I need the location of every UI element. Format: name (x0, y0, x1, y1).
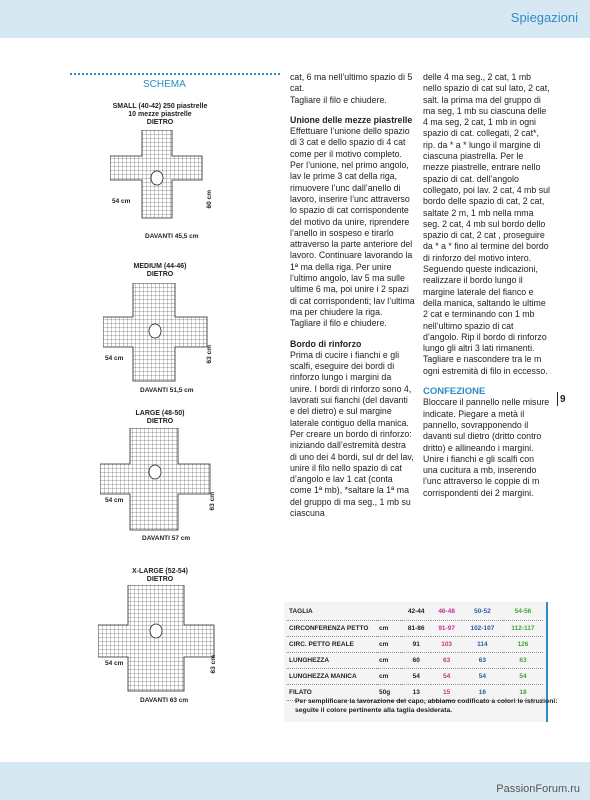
table-cell: 54 (462, 668, 503, 684)
diagram-medium-height: 63 cm (206, 345, 213, 364)
table-row-label: LUNGHEZZA (287, 652, 377, 668)
diagram-small-label: SMALL (40-42) 250 piastrelle 10 mezze piastrelle DIETRO (112, 103, 208, 126)
header-band (0, 0, 590, 38)
table-row-unit: cm (377, 620, 401, 636)
table-row-label: CIRCONFERENZA PETTO (287, 620, 377, 636)
diagram-medium-front: DAVANTI 51,5 cm (140, 387, 194, 394)
table-row-unit: 50g (377, 684, 401, 700)
table-cell: 102-107 (462, 620, 503, 636)
table-cell: 15 (431, 684, 461, 700)
table-cell: 50-52 (462, 604, 503, 620)
paragraph-continue: delle 4 ma seg., 2 cat, 1 mb nello spazio di cat sul lato, 2 cat, salt. la prima ma del gruppo di ma seg, 1 mb su ciascuna delle 4 ma seg, 2 cat, 1 mb in ogni spazio di cat. collegati, 2 cat*, rip. da * a * lungo il margine di ciascuna piastrella. Per le mezze piastrelle, entrare nello spazio di cat. dell’angolo collegato, poi lav. 2 cat, 4 mb sul bordo delle spazio di cat, 2 cat, saltate 2 m, 1 mb nella mma seg. 2 cat, 4 mb sul bordo dello spazio di cat, 2 cat , proseguire da * a * fino al termine del bordo di rinforzo del motivo intero. Seguendo queste indicazioni, realizzare il bordo lungo il margine laterale del fianco e della manica, saltando le ultime 2 cat e terminando con 1 mb nell’ultimo spazio di cat d’angolo. Rip il bordo di rinforzo lungo gli altri 3 lati rimanenti. Tagliare e nascondere tra le m ogni estremità di filo in eccesso. (423, 72, 550, 376)
diagram-large-label: LARGE (48-50) DIETRO (135, 410, 185, 425)
section-title: Spiegazioni (510, 10, 578, 25)
size-table (287, 604, 543, 701)
table-cell: 112-117 (503, 620, 543, 636)
table-cell: 54 (431, 668, 461, 684)
page-number-bar (557, 392, 558, 406)
table-row-label: LUNGHEZZA MANICA (287, 668, 377, 684)
intro-text: cat, 6 ma nell’ultimo spazio di 5 cat. Tagliare il filo e chiudere. (290, 72, 413, 105)
watermark: PassionForum.ru (496, 783, 580, 795)
table-row-label: CIRC. PETTO REALE (287, 636, 377, 652)
table-cell: 91 (401, 636, 431, 652)
diagram-xlarge-width: 54 cm (105, 660, 124, 667)
diagram-xlarge-front: DAVANTI 63 cm (140, 697, 189, 704)
table-cell: 81-86 (401, 620, 431, 636)
table-cell: 54 (401, 668, 431, 684)
schema-divider (70, 73, 280, 75)
diagram-medium-label: MEDIUM (44-46) DIETRO (133, 263, 187, 278)
table-header-row (287, 604, 543, 620)
table-row-label: FILATO (287, 684, 377, 700)
table-cell: 13 (401, 684, 431, 700)
heading-bordo: Bordo di rinforzo (290, 338, 362, 349)
table-cell: 16 (462, 684, 503, 700)
table-cell: 103 (431, 636, 461, 652)
table-cell: 54 (503, 668, 543, 684)
table-cell: 60 (401, 652, 431, 668)
color-code-note: Per semplificare la lavorazione del capo, abbiamo codificato a colori le istruzioni: seguite il colore pertinente alla taglia desiderata. (295, 698, 558, 714)
diagram-medium (103, 283, 213, 383)
diagram-small-height: 60 cm (206, 190, 213, 209)
table-header-unit (377, 604, 401, 620)
text-column-2 (423, 72, 551, 499)
diagram-small-width: 54 cm (112, 198, 131, 205)
text-column-1 (290, 72, 415, 519)
schema-title: SCHEMA (143, 79, 186, 90)
paragraph-confezione: Bloccare il pannello nelle misure indicate. Piegare a metà il pannello, sovrapponendo il davanti sul dietro (dritto contro dritto) e allineando i margini. Unire i fianchi e gli scalfi con una cucitura a mb, inserendo l’unc attraverso le coppie di m corrispondenti dei 2 margini. (423, 397, 550, 498)
table-header-label: TAGLIA (287, 604, 377, 620)
table-cell: 18 (503, 684, 543, 700)
heading-confezione: CONFEZIONE (423, 386, 486, 398)
diagram-xlarge-height: 63 cm (210, 655, 217, 674)
table-row-unit: cm (377, 636, 401, 652)
diagram-medium-width: 54 cm (105, 355, 124, 362)
diagram-small (110, 130, 230, 230)
table-cell: 114 (462, 636, 503, 652)
diagram-small-front: DAVANTI 45,5 cm (145, 233, 199, 240)
table-cell: 54-56 (503, 604, 543, 620)
diagram-xlarge-label: X-LARGE (52-54) DIETRO (131, 568, 188, 583)
table-row-unit: cm (377, 668, 401, 684)
table-row (287, 668, 543, 684)
diagram-large-front: DAVANTI 57 cm (142, 535, 191, 542)
heading-mezze: Unione delle mezze piastrelle (290, 114, 413, 125)
table-cell: 126 (503, 636, 543, 652)
diagram-large-height: 63 cm (209, 492, 216, 511)
table-cell: 91-97 (431, 620, 461, 636)
table-cell: 63 (431, 652, 461, 668)
page-number: 9 (560, 394, 566, 405)
table-cell: 42-44 (401, 604, 431, 620)
table-cell: 46-48 (431, 604, 461, 620)
table-row (287, 620, 543, 636)
table-row (287, 652, 543, 668)
diagram-xlarge (98, 585, 218, 695)
table-cell: 63 (462, 652, 503, 668)
paragraph-mezze: Effettuare l’unione dello spazio di 3 cat e dello spazio di 4 cat come per il motivo completo. Per l’unione, nel primo angolo, lav le prime 3 cat della riga, rimuovere l’unc dall’anello di lavoro, inserire l’unc attraverso lo spazio di cat corrispondente del motivo da unire, riprendere l’anello in sospeso e tirarlo attraverso la parte anteriore del lavoro. Continuare lavorando la 1ª ma della riga. Per unire l’ultimo angolo, lav 5 ma sulle ultime 6 ma, poi unire i 2 spazi di cat corrispondenti; lav l’ultima ma per chiudere la riga. Tagliare il filo e chiudere. (290, 126, 415, 329)
table-row (287, 636, 543, 652)
diagram-large-width: 54 cm (105, 497, 124, 504)
table-cell: 63 (503, 652, 543, 668)
table-row-unit: cm (377, 652, 401, 668)
paragraph-bordo: Prima di cucire i fianchi e gli scalfi, eseguire dei bordi di rinforzo lungo i margini da unire. I bordi di rinforzo sono 4, lavorati sui fianchi (del davanti e del dietro) e sul margine laterale contiguo della manica. Per creare un bordo di rinforzo: iniziando dall’estremità destra di uno dei 4 bordi, sul dr del lav, unire il filo nello spazio di cat d’angolo e lav 1 cat (conta come 1ª mb), *saltare la 1ª ma del gruppo di ma seg., 1 mb su ciascuna (290, 349, 414, 518)
diagram-large (100, 428, 215, 533)
